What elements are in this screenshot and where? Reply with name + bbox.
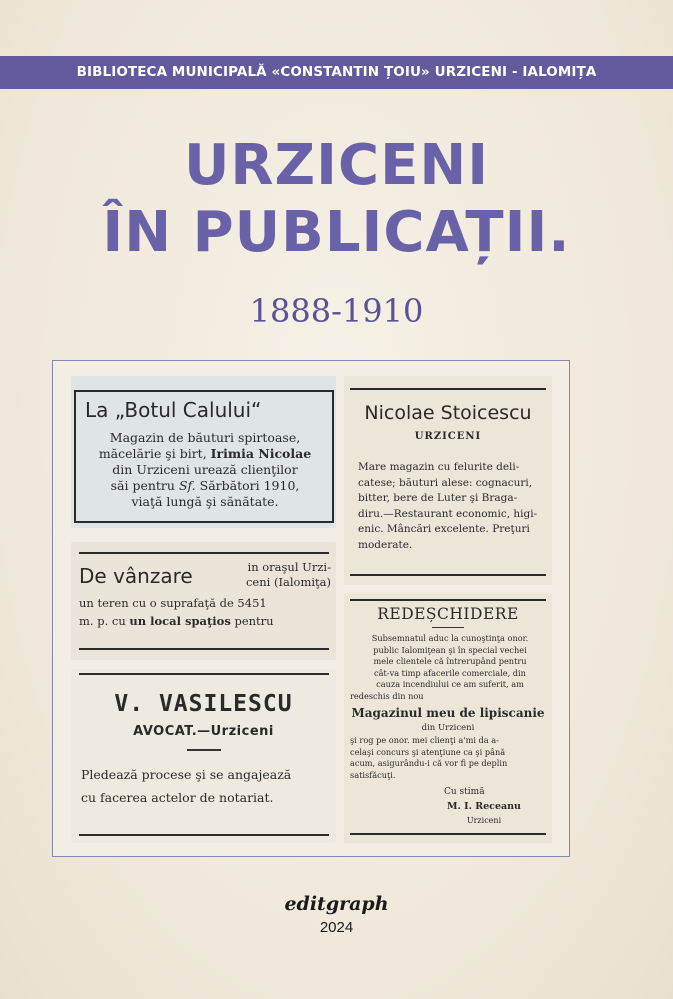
divider (187, 749, 221, 751)
rule (350, 599, 546, 601)
clipping-location: din Urziceni (421, 723, 475, 733)
library-banner (0, 56, 673, 89)
clipping-body: un teren cu o suprafaţă de 5451 m. p. cu un local spaţios pentru (79, 596, 274, 628)
clipping-town: Urziceni (466, 816, 502, 825)
clipping-body: Mare magazin cu felurite deli- catese; băuturi alese: cognacuri, bitter, bere de Luter şi Braga- diru.—Restaurant economic, higi- enic. Mâncări excelente. Preţuri moderate. (358, 461, 538, 551)
clipping-heading: De vânzare (79, 564, 193, 588)
publication-year: 2024 (319, 919, 354, 936)
clipping-heading: La „Botul Calului“ (85, 398, 262, 422)
clipping-de-vanzare (71, 542, 336, 660)
rule (79, 834, 329, 836)
clippings-frame (52, 360, 570, 857)
clipping-signature: M. I. Receanu (447, 801, 521, 812)
rule (79, 552, 329, 554)
clipping-heading: Nicolae Stoicescu (364, 402, 532, 424)
clipping-regards: Cu stimă (444, 787, 485, 797)
clipping-body-2: şi rog pe onor. mei clienţi a'mi da a- celaşi concurs şi atenţiune ca şi până acum, asigurându-i că vor fi pe deplin satisfăcuţi. (350, 735, 508, 780)
rule (79, 648, 329, 650)
library-name: BIBLIOTECA MUNICIPALĂ «CONSTANTIN ȚOIU» URZICENI - IALOMIȚA (76, 64, 597, 80)
rule (350, 574, 546, 576)
clipping-heading: REDEȘCHIDERE (377, 605, 519, 623)
rule (350, 833, 546, 835)
clipping-botul-calului (71, 376, 336, 528)
clipping-subheading: AVOCAT.—Urziceni (133, 724, 274, 739)
clipping-emphasis: Magazinul meu de lipiscanie (351, 706, 545, 720)
publisher-logo: editgraph (284, 893, 389, 915)
clipping-vasilescu (71, 669, 336, 843)
title-line-2: ÎN PUBLICAȚII. (102, 200, 571, 265)
rule (79, 673, 329, 675)
clipping-heading: V. VASILESCU (114, 691, 293, 717)
title-line-1: URZICENI (183, 133, 490, 198)
clipping-body: Pledează procese şi se angajează cu facerea actelor de notariat. (81, 767, 292, 805)
title-years: 1888-1910 (249, 292, 424, 330)
clipping-body: Magazin de băuturi spirtoase, măcelărie şi birt, Irimia Nicolae din Urziceni urează clienţilor săi pentru Sf. Sărbători 1910, viaţă lungă şi sănătate. (98, 430, 312, 509)
clipping-body: Subsemnatul aduc la cunoştinţa onor. public Ialomiţean şi în special vechei mele clientele că întrerupând pentru cât-va timp afacerile comerciale, din cauza incendiului ce am suferit, am redeschis din nou (350, 633, 529, 701)
clipping-subheading: URZICENI (414, 431, 482, 442)
rule (350, 388, 546, 390)
divider (432, 627, 464, 628)
clipping-body-right: in oraşul Urzi- ceni (Ialomiţa) (245, 560, 331, 589)
clipping-redeschidere (344, 593, 552, 843)
clipping-stoicescu (344, 376, 552, 585)
